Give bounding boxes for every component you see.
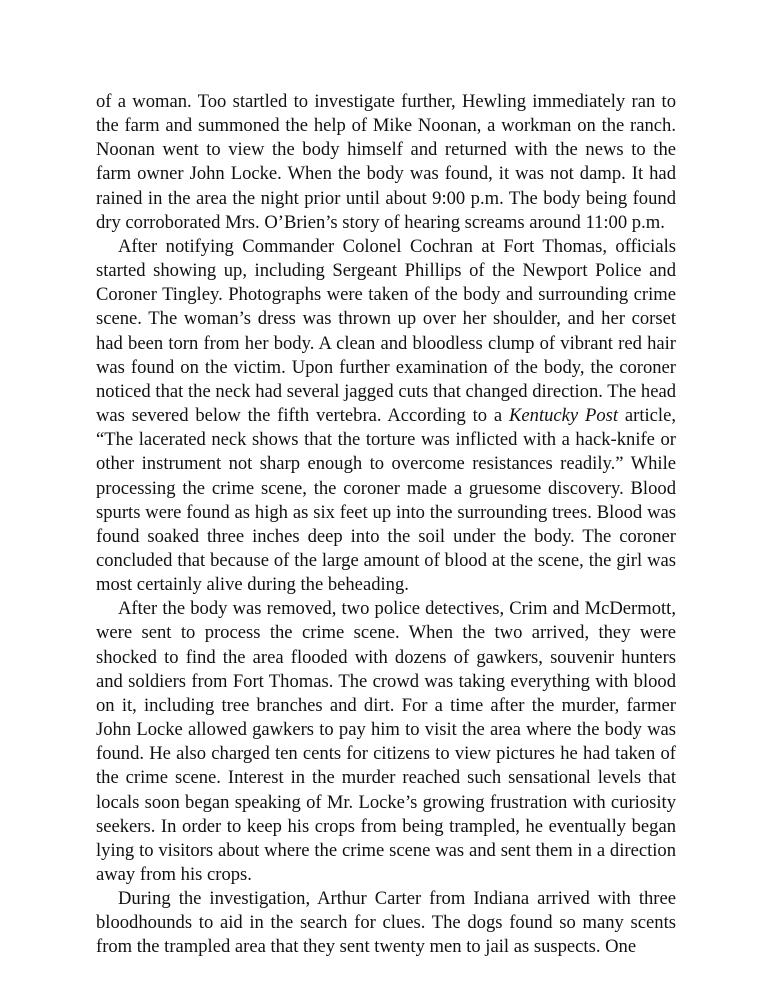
book-page — [96, 90, 676, 960]
newspaper-title: Kentucky Post — [509, 405, 619, 427]
paragraph-2 — [96, 235, 676, 597]
paragraph-2-text-after: article, “The lacerated neck shows that the torture was inflicted with a hack-knife or other instrument not sharp enough to overcome resistances readily.” While processing the crime scene, the coroner made a gruesome discovery. Blood spurts were found as high as six feet up into the surrounding trees. Blood was found soaked three inches deep into the soil under the body. The coroner concluded that because of the large amount of blood at the scene, the girl was most certainly alive during the beheading. — [96, 405, 676, 596]
paragraph-2-text-before: After notifying Commander Colonel Cochran at Fort Thomas, officials started showing up, including Sergeant Phillips of the Newport Police and Coroner Tingley. Photographs were taken of the body and surrounding crime scene. The woman’s dress was thrown up over her shoulder, and her corset had been torn from her body. A clean and bloodless clump of vibrant red hair was found on the victim. Upon further examination of the body, the coroner noticed that the neck had several jagged cuts that changed direction. The head was severed below the fifth vertebra. According to a — [96, 235, 676, 427]
paragraph-4: During the investigation, Arthur Carter from Indiana arrived with three bloodhounds to aid in the search for clues. The dogs found so many scents from the trampled area that they sent twenty men to jail as suspects. One — [96, 888, 676, 958]
paragraph-3: After the body was removed, two police detectives, Crim and McDermott, were sent to process the crime scene. When the two arrived, they were shocked to find the area flooded with dozens of gawkers, souvenir hunters and soldiers from Fort Thomas. The crowd was taking everything with blood on it, including tree branches and dirt. For a time after the murder, farmer John Locke allowed gawkers to pay him to visit the area where the body was found. He also charged ten cents for citizens to view pictures he had taken of the crime scene. Interest in the murder reached such sensational levels that locals soon began speaking of Mr. Locke’s growing frustration with curiosity seekers. In order to keep his crops from being trampled, he eventually began lying to visitors about where the crime scene was and sent them in a direction away from his crops. — [96, 598, 676, 885]
paragraph-1: of a woman. Too startled to investigate further, Hewling immediately ran to the farm and summoned the help of Mike Noonan, a workman on the ranch. Noonan went to view the body himself and returned with the news to the farm owner John Locke. When the body was found, it was not damp. It had rained in the area the night prior until about 9:00 p.m. The body being found dry corroborated Mrs. O’Brien’s story of hearing screams around 11:00 p.m. — [96, 91, 676, 233]
